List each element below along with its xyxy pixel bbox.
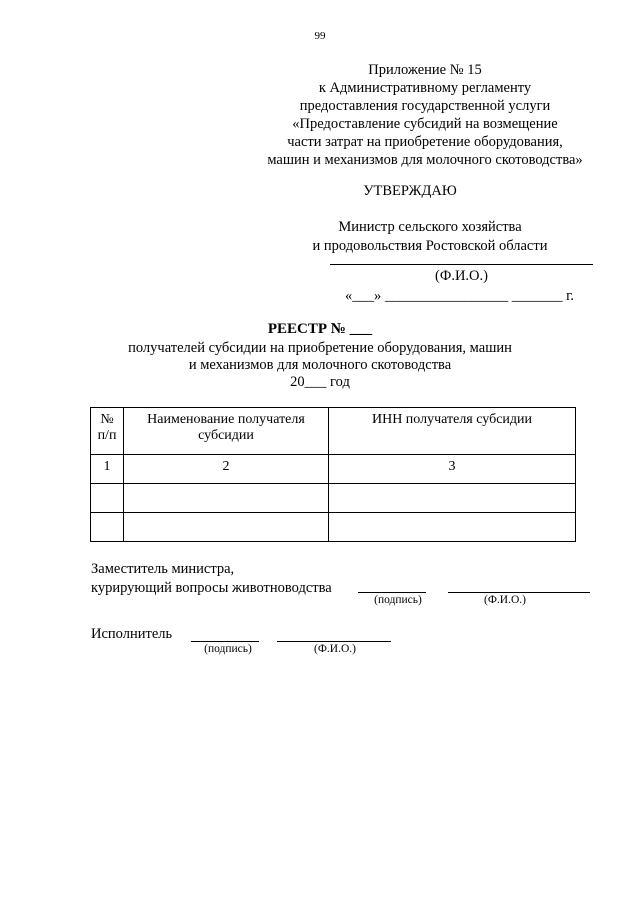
header-text: п/п bbox=[97, 428, 117, 443]
table-row bbox=[91, 513, 576, 542]
header-number bbox=[91, 408, 124, 455]
table-cell bbox=[329, 484, 576, 513]
deputy-line: Заместитель министра, bbox=[91, 561, 235, 577]
approval-fio: (Ф.И.О.) bbox=[435, 268, 488, 284]
header-text: субсидии bbox=[198, 428, 254, 443]
header-text: ИНН получателя субсидии bbox=[371, 412, 533, 427]
executor-signature-line bbox=[191, 641, 259, 642]
deputy-fio-line bbox=[448, 592, 590, 593]
executor-signature-caption: (подпись) bbox=[204, 643, 252, 655]
appendix-line: «Предоставление субсидий на возмещение bbox=[292, 116, 558, 132]
executor-fio-line bbox=[277, 641, 391, 642]
deputy-block bbox=[91, 560, 332, 598]
table-cell bbox=[91, 513, 124, 542]
table-row bbox=[91, 484, 576, 513]
appendix-line: к Административному регламенту bbox=[318, 80, 532, 96]
table-cell: 3 bbox=[329, 455, 576, 484]
header-text: Наименование получателя bbox=[147, 412, 305, 427]
appendix-line: машин и механизмов для молочного скотоводства» bbox=[267, 152, 583, 168]
header-inn bbox=[329, 408, 576, 455]
table-cell bbox=[329, 513, 576, 542]
appendix-line: Приложение № 15 bbox=[368, 62, 482, 78]
header-text: № bbox=[100, 412, 114, 427]
appendix-line: предоставления государственной услуги bbox=[299, 98, 551, 114]
table-numbering-row bbox=[91, 455, 576, 484]
approval-date-line: «___» _________________ _______ г. bbox=[345, 288, 575, 304]
header-recipient-name bbox=[124, 408, 329, 455]
page-number: 99 bbox=[314, 30, 326, 42]
registry-title: РЕЕСТР № ___ bbox=[267, 321, 373, 337]
minister-block bbox=[300, 218, 560, 256]
approval-signature-line bbox=[330, 264, 593, 265]
registry-subtitle-line: и механизмов для молочного скотоводства bbox=[188, 357, 452, 373]
deputy-line: курирующий вопросы животноводства bbox=[91, 580, 332, 596]
approval-title: УТВЕРЖДАЮ bbox=[363, 183, 457, 199]
appendix-line: части затрат на приобретение оборудования, bbox=[287, 134, 563, 150]
appendix-block bbox=[230, 61, 620, 169]
registry-subtitle-line: получателей субсидии на приобретение оборудования, машин bbox=[128, 340, 512, 356]
table-cell bbox=[124, 513, 329, 542]
executor-label: Исполнитель bbox=[91, 626, 173, 642]
table-cell bbox=[91, 484, 124, 513]
minister-line: Министр сельского хозяйства bbox=[338, 219, 522, 235]
deputy-signature-line bbox=[358, 592, 426, 593]
executor-fio-caption: (Ф.И.О.) bbox=[314, 643, 356, 655]
registry-subtitle bbox=[100, 340, 540, 391]
registry-table bbox=[90, 407, 576, 542]
registry-year: 20___ год bbox=[290, 374, 350, 390]
deputy-fio-caption: (Ф.И.О.) bbox=[484, 594, 526, 606]
table-header-row bbox=[91, 408, 576, 455]
table-cell: 1 bbox=[91, 455, 124, 484]
minister-line: и продовольствия Ростовской области bbox=[312, 238, 548, 254]
table-cell: 2 bbox=[124, 455, 329, 484]
table-cell bbox=[124, 484, 329, 513]
deputy-signature-caption: (подпись) bbox=[374, 594, 422, 606]
